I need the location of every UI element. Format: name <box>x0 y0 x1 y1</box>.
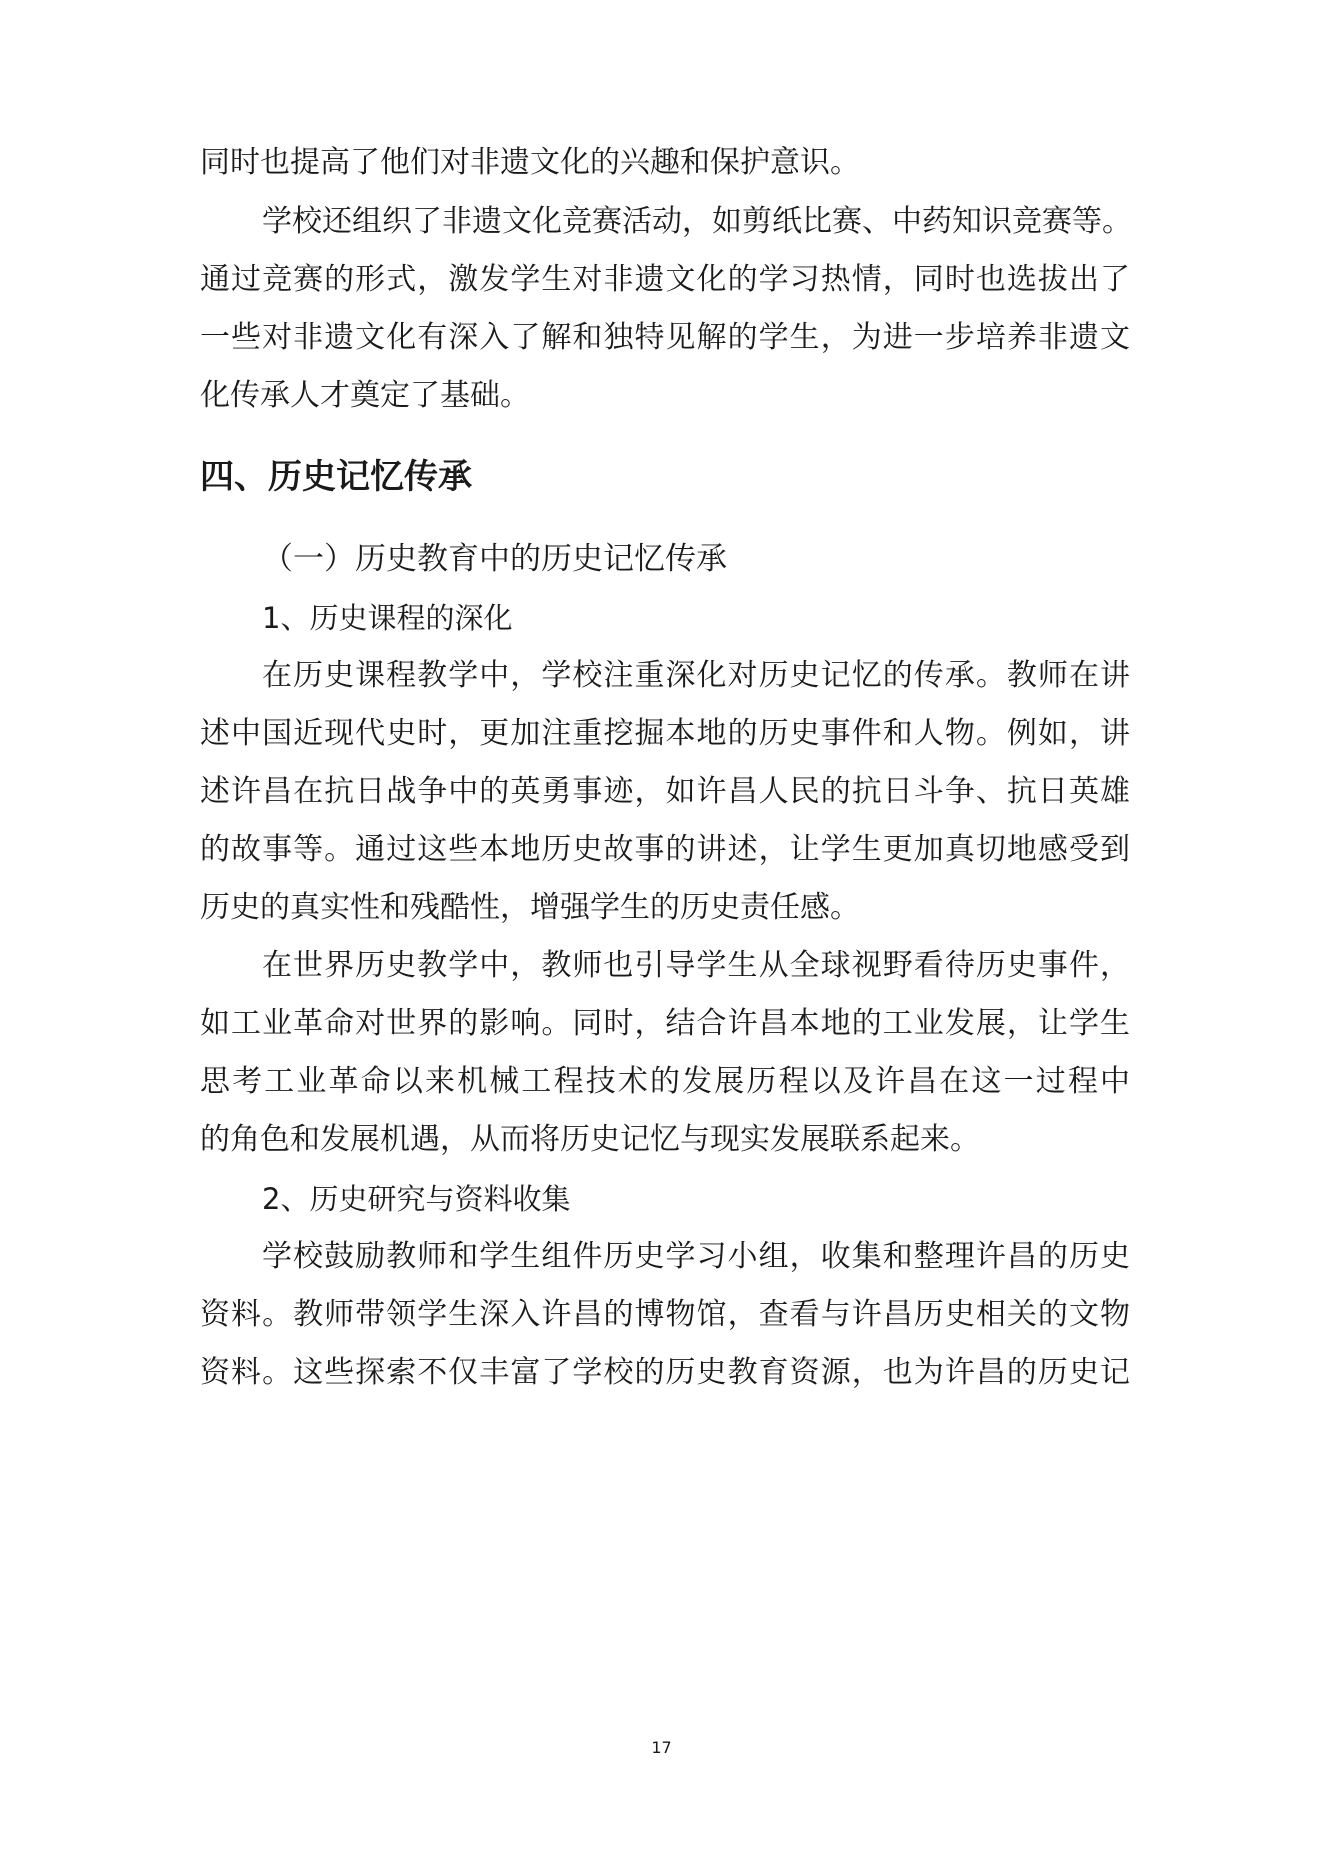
paragraph-line: 思考工业革命以来机械工程技术的发展历程以及许昌在这一过程中 <box>200 1064 1130 1099</box>
paragraph-line: 的角色和发展机遇，从而将历史记忆与现实发展联系起来。 <box>200 1122 980 1157</box>
item-heading: 2、历史研究与资料收集 <box>262 1182 571 1216</box>
paragraph-line: 通过竞赛的形式，激发学生对非遗文化的学习热情，同时也选拔出了 <box>200 262 1130 297</box>
paragraph-line: 资料。这些探索不仅丰富了学校的历史教育资源，也为许昌的历史记 <box>200 1355 1130 1390</box>
paragraph-line: 在世界历史教学中，教师也引导学生从全球视野看待历史事件， <box>262 948 1130 983</box>
paragraph-line: 化传承人才奠定了基础。 <box>200 378 530 413</box>
page-number: 17 <box>651 1738 672 1757</box>
paragraph-line: 如工业革命对世界的影响。同时，结合许昌本地的工业发展，让学生 <box>200 1006 1130 1041</box>
section-heading: 四、历史记忆传承 <box>200 457 472 497</box>
paragraph-line: 述中国近现代史时，更加注重挖掘本地的历史事件和人物。例如，讲 <box>200 716 1130 751</box>
item-heading: 1、历史课程的深化 <box>262 601 513 635</box>
paragraph-line: 的故事等。通过这些本地历史故事的讲述，让学生更加真切地感受到 <box>200 832 1130 867</box>
paragraph-line: 学校鼓励教师和学生组件历史学习小组，收集和整理许昌的历史 <box>262 1239 1130 1274</box>
paragraph-line: 一些对非遗文化有深入了解和独特见解的学生，为进一步培养非遗文 <box>200 320 1130 355</box>
paragraph-line: 资料。教师带领学生深入许昌的博物馆，查看与许昌历史相关的文物 <box>200 1297 1130 1332</box>
paragraph-line: 述许昌在抗日战争中的英勇事迹，如许昌人民的抗日斗争、抗日英雄 <box>200 774 1130 809</box>
paragraph-line: 在历史课程教学中，学校注重深化对历史记忆的传承。教师在讲 <box>262 658 1130 693</box>
paragraph-line: 同时也提高了他们对非遗文化的兴趣和保护意识。 <box>200 145 860 180</box>
paragraph-line: 学校还组织了非遗文化竞赛活动，如剪纸比赛、中药知识竞赛等。 <box>262 204 1132 239</box>
paragraph-line: 历史的真实性和残酷性，增强学生的历史责任感。 <box>200 890 860 925</box>
subsection-heading: （一）历史教育中的历史记忆传承 <box>262 541 727 577</box>
